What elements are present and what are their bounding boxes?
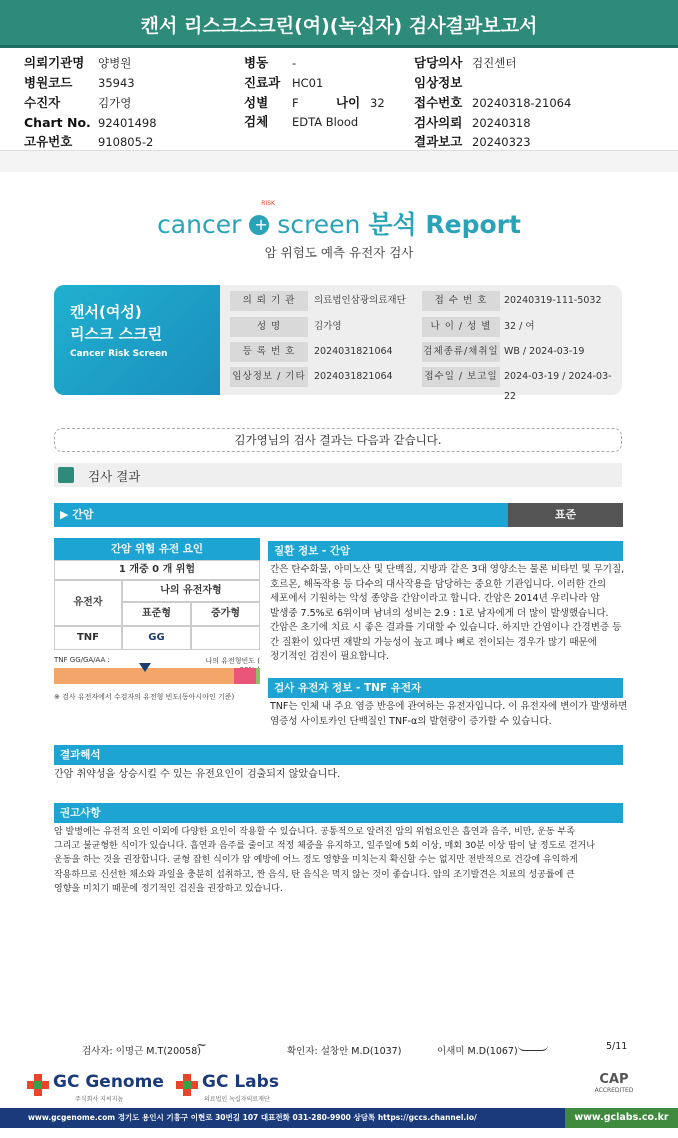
text-line: 간암은 초기에 치료 시 좋은 결과를 기대할 수 있습니다. 하지만 간염이나 간경변증 등	[270, 622, 622, 633]
footer-website: www.gclabs.co.kr	[565, 1108, 678, 1128]
header-value: 35943	[98, 76, 135, 90]
card-value: 의료법인삼광의료재단	[314, 295, 406, 306]
gene-col-header: 유전자	[54, 580, 122, 626]
gc-genome-name: GC Genome	[53, 1072, 164, 1092]
folder-icon	[58, 467, 74, 483]
card-label: 나 이 / 성 별	[422, 317, 500, 337]
cancer-type-bar: ▶ 간암	[54, 503, 508, 527]
frequency-bar	[54, 668, 260, 684]
gene-info-text	[270, 700, 630, 729]
frequency-marker	[139, 663, 151, 672]
text-line: 호르몬, 해독작용 등 다수의 대사작용을 담당하는 중요한 기관입니다. 이러한 간의	[270, 578, 607, 590]
confirmer-signature: 확인자: 설창안 M.D(1037)	[287, 1046, 402, 1057]
header-value: 김가영	[98, 96, 132, 110]
signature-scribble: ~	[196, 1038, 207, 1053]
card-label: 접 수 번 호	[422, 291, 500, 311]
header-value: F	[292, 96, 299, 110]
card-value: 김가영	[314, 321, 342, 332]
card-label: 검체종류/채취일	[422, 342, 500, 362]
text-line: 영향을 미치기 때문에 정기적인 검진을 권장하고 있습니다.	[54, 883, 283, 894]
gc-genome-sub: 주식회사 지씨지놈	[75, 1096, 124, 1103]
header-value: 20240323	[472, 135, 531, 149]
report-title: 캔서 리스크스크린(여)(녹십자) 검사결과보고서	[0, 0, 678, 48]
text-line: 간은 탄수화물, 아미노산 및 단백질, 지방과 같은 3대 영양소는 물론 비타민 및 무기질,	[270, 564, 625, 575]
standard-type-value: GG	[122, 626, 191, 650]
header-label: 진료과	[244, 75, 281, 90]
card-value: 2024-03-19 / 2024-03-22	[504, 371, 612, 402]
header-label: Chart No.	[24, 115, 91, 130]
gc-cross-icon	[176, 1074, 198, 1096]
text-line: 그리고 불균형한 식이가 있습니다. 흡연과 음주를 줄이고 적정 체중을 유지하고, 일주일에 5회 이상, 매회 30분 이상 땀이 날 정도로 걷거나	[54, 841, 595, 852]
standard-type-header: 표준형	[122, 602, 191, 626]
card-title-panel	[54, 285, 220, 395]
text-line: 정기적인 검진이 필요합니다.	[270, 651, 390, 662]
interpretation-header: 결과해석	[54, 745, 623, 765]
cap-sub: ACCREDITED	[594, 1087, 634, 1094]
report-subtitle: 암 위험도 예측 유전자 검사	[264, 245, 414, 260]
card-title-3: Cancer Risk Screen	[70, 349, 168, 359]
card-label: 임상정보 / 기타	[230, 367, 308, 387]
header-value: 양병원	[98, 56, 132, 70]
card-label: 등 록 번 호	[230, 342, 308, 362]
logo-report: 분석 Report	[368, 210, 521, 239]
examiner-signature: 검사자: 이명근 M.T(20058)	[82, 1046, 201, 1057]
gene-table-header: 간암 위험 유전 요인	[54, 538, 260, 560]
header-label: 의뢰기관명	[24, 55, 85, 70]
card-value: 2024031821064	[314, 371, 393, 382]
header-value: 92401498	[98, 116, 157, 130]
card-label: 의 뢰 기 관	[230, 291, 308, 311]
header-value: -	[292, 56, 297, 70]
card-value: 2024031821064	[314, 346, 393, 357]
header-value: 20240318	[472, 116, 531, 130]
page-number: 5/11	[606, 1041, 628, 1052]
header-value: 20240318-21064	[472, 96, 572, 110]
disease-info-text	[270, 563, 630, 665]
age-label: 나이	[336, 95, 361, 110]
card-label: 접수일 / 보고일	[422, 367, 500, 387]
plus-circle-icon: +	[249, 215, 269, 235]
increased-type-header: 증가형	[191, 602, 260, 626]
advice-header: 권고사항	[54, 803, 623, 823]
frequency-note: ※ 검사 유전자에서 수검자의 유전형 빈도(동아시아인 기준)	[54, 693, 235, 701]
header-label: 고유번호	[24, 134, 73, 149]
header-label: 병원코드	[24, 75, 73, 90]
disease-info-header: 질환 정보 - 간암	[268, 541, 623, 561]
card-title-2: 리스크 스크린	[70, 325, 163, 343]
result-section-title: 검사 결과	[88, 469, 141, 484]
header-label: 담당의사	[414, 55, 463, 70]
increased-type-value	[191, 626, 260, 650]
text-line: 염증성 사이토카인 단백질인 TNF-α의 발현량이 증가할 수 있습니다.	[270, 715, 552, 727]
header-label: 성별	[244, 95, 269, 110]
frequency-left-label: TNF GG/GA/AA :	[54, 656, 110, 664]
frequency-right-label: 나의 유전형빈도 (	[205, 657, 260, 665]
result-intro-message: 김가영님의 검사 결과는 다음과 같습니다.	[54, 428, 622, 452]
frequency-bar-high	[234, 668, 256, 684]
card-label: 성 명	[230, 317, 308, 337]
cancer-risk-screen-logo	[0, 200, 678, 241]
cap-accredited-logo	[584, 1072, 644, 1102]
header-label: 수진자	[24, 95, 61, 110]
header-label: 검체	[244, 114, 269, 129]
header-divider	[0, 150, 678, 172]
text-line: 세포에서 기원하는 악성 종양을 간암이라고 합니다. 간암은 2014년 우리나라 암	[270, 593, 600, 604]
text-line: TNF는 인체 내 주요 염증 반응에 관여하는 유전자입니다. 이 유전자에 변이가 발생하면	[270, 701, 628, 712]
interpretation-text: 간암 취약성을 상승시킬 수 있는 유전요인이 검출되지 않았습니다.	[54, 769, 341, 780]
text-line: 운동을 하는 것을 권장합니다. 균형 잡힌 식이가 암 예방에 어느 정도 영향을 미치는지 확신할 수는 없지만 전반적으로 건강에 유익하게	[54, 855, 578, 866]
card-value: WB / 2024-03-19	[504, 346, 585, 357]
card-value: 20240319-111-5032	[504, 295, 602, 306]
header-label: 임상정보	[414, 75, 463, 90]
age-value: 32	[370, 96, 385, 110]
result-section-header	[54, 463, 622, 487]
card-value: 32 / 여	[504, 321, 535, 332]
text-line: 간 질환이 있다면 재발의 가능성이 높고 폐나 뼈로 전이되는 경우가 많기 때문에	[270, 636, 597, 648]
header-label: 결과보고	[414, 134, 463, 149]
header-value: EDTA Blood	[292, 115, 359, 129]
gene-info-header: 검사 유전자 정보 - TNF 유전자	[268, 678, 623, 698]
header-value: 910805-2	[98, 135, 154, 149]
footer-address: www.gcgenome.com 경기도 용인시 기흥구 이현로 30번길 107 대표전화 031-280-9900 상담톡 https://gccs.channel.io/	[28, 1113, 477, 1122]
frequency-bar-end	[256, 668, 260, 684]
text-line: 작용하므로 신선한 채소와 과일을 충분히 섭취하고, 짠 음식, 탄 음식은 먹지 않는 것이 좋습니다. 암의 조기발견은 치료의 성공률에 큰	[54, 869, 575, 880]
text-line: 발생중 7.5%로 6위이며 남녀의 성비는 2.9 : 1로 남자에게 더 많이 발생했습니다.	[270, 607, 609, 619]
logo-cancer: cancer	[157, 210, 242, 239]
gc-labs-name: GC Labs	[202, 1072, 279, 1092]
text-line: 암 발병에는 유전적 요인 이외에 다양한 요인이 작용할 수 있습니다. 공통적으로 알려진 암의 위험요인은 흡연과 음주, 비만, 운동 부족	[54, 827, 575, 837]
my-genotype-header: 나의 유전자형	[122, 580, 260, 602]
header-label: 검사의뢰	[414, 115, 463, 130]
header-label: 접수번호	[414, 95, 463, 110]
gene-name: TNF	[54, 626, 122, 650]
gc-cross-icon	[27, 1074, 49, 1096]
header-label: 병동	[244, 55, 269, 70]
gc-labs-sub: 의료법인 녹십자의료재단	[204, 1096, 270, 1103]
logo-risk: RISK	[261, 200, 275, 207]
gene-table-summary: 1 개중 0 개 위험	[54, 560, 260, 580]
risk-status-badge: 표준	[508, 503, 623, 527]
header-value: HC01	[292, 76, 324, 90]
header-value: 검진센터	[472, 56, 517, 70]
advice-text	[54, 825, 634, 896]
signature-scribble	[518, 1045, 548, 1051]
cap-text: CAP	[599, 1072, 629, 1087]
logo-screen: screen	[277, 210, 361, 239]
second-signature: 이새미 M.D(1067)	[437, 1046, 518, 1057]
card-title-1: 캔서(여성)	[70, 303, 142, 321]
